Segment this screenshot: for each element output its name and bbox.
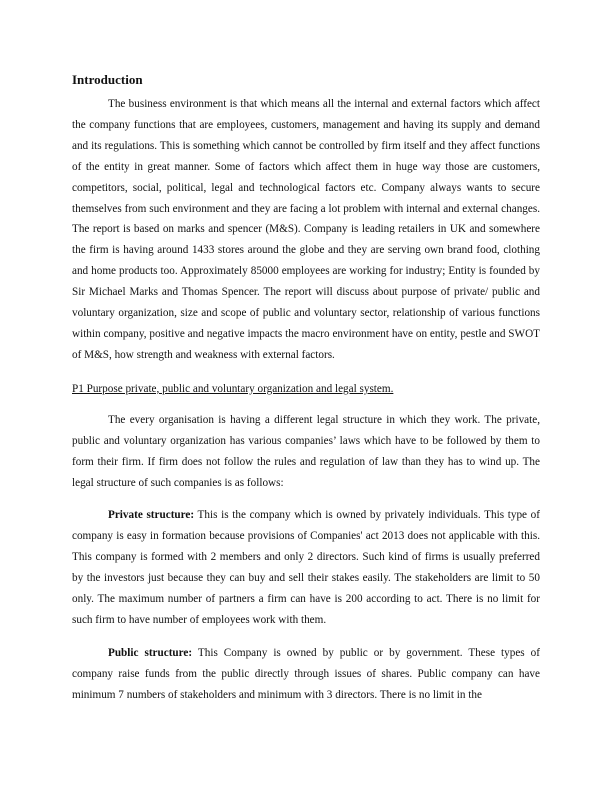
section-title-p1: P1 Purpose private, public and voluntary organization and legal system.	[72, 382, 394, 395]
private-structure-paragraph	[72, 505, 540, 630]
public-structure-label: Public structure:	[108, 646, 193, 659]
public-structure-paragraph	[72, 643, 540, 706]
document-page	[72, 72, 540, 706]
intro-paragraph: The business environment is that which means all the internal and external factors which affect the company functions that are employees, customers, management and having its supply and demand and its regulations. This is something which cannot be controlled by firm itself and they affect functions of the entity in great manner. Some of factors which affect them in huge way those are customers, competitors, social, political, legal and technological factors etc. Company always wants to secure themselves from such environment and they are facing a lot problem with internal and external changes. The report is based on marks and spencer (M&S). Company is leading retailers in UK and somewhere the firm is having around 1433 stores around the globe and they are serving own brand food, clothing and home products too. Approximately 85000 employees are working for industry; Entity is founded by Sir Michael Marks and Thomas Spencer. The report will discuss about purpose of private/ public and voluntary organization, size and scope of public and voluntary sector, relationship of various functions within company, positive and negative impacts the macro environment have on entity, pestle and SWOT of M&S, how strength and weakness with external factors.	[72, 98, 540, 361]
section-heading-introduction: Introduction	[72, 72, 143, 87]
public-structure-text: This Company is owned by public or by government. These types of company raise funds from the public directly through issues of shares. Public company can have minimum 7 numbers of stakeholders and minimum with 3 directors. There is no limit in the	[72, 646, 540, 701]
private-structure-text: This is the company which is owned by privately individuals. This type of company is easy in formation because provisions of Companies' act 2013 does not applicable with this. This company is formed with 2 members and only 2 directors. Such kind of firms is usually preferred by the investors just because they can buy and sell their stakes easily. The stakeholders are limit to 50 only. The maximum number of partners a firm can have is 200 according to act. There is no limit for such firm to have number of employees work with them.	[72, 509, 540, 626]
legal-structure-paragraph: The every organisation is having a different legal structure in which they work. The private, public and voluntary organization has various companies’ laws which have to be followed by them to form their firm. If firm does not follow the rules and regulation of law than they has to wind up. The legal structure of such companies is as follows:	[72, 413, 540, 489]
private-structure-label: Private structure:	[108, 509, 195, 522]
